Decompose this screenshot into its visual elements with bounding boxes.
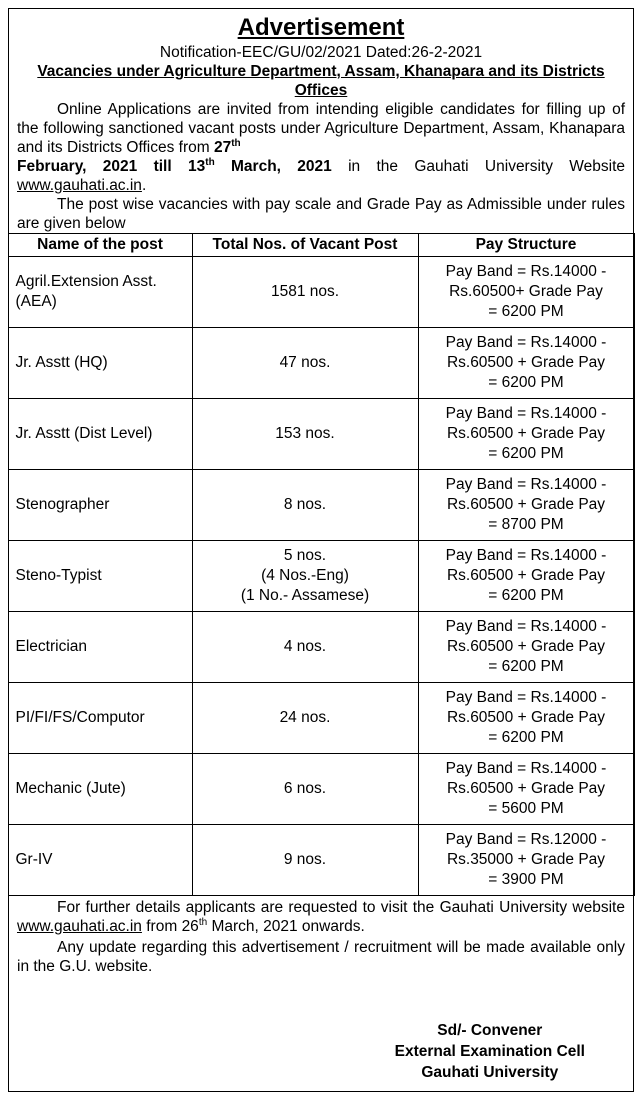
pay-line: Rs.60500+ Grade Pay (449, 283, 603, 300)
table-row (8, 825, 634, 896)
vacancy-line: 47 nos. (279, 354, 331, 371)
pay-line: Rs.60500 + Grade Pay (446, 567, 606, 584)
details-text: For further details applicants are requested to visit the Gauhati University website (57, 899, 625, 916)
subject-heading: Vacancies under Agriculture Department, Assam, Khanapara and its Districts Offices (37, 63, 605, 99)
details-paragraph (9, 896, 633, 936)
vacancy-cell (192, 825, 418, 896)
vacancy-cell (192, 470, 418, 541)
table-row (8, 541, 634, 612)
pay-line: Pay Band = Rs.14000 - (445, 689, 607, 706)
intro2-text: The post wise vacancies with pay scale and Grade Pay as Admissible under rules are given below (17, 196, 625, 232)
post-name-cell: Gr-IV (8, 825, 192, 896)
post-name-cell: Electrician (8, 612, 192, 683)
post-name-cell: PI/FI/FS/Computor (8, 683, 192, 754)
signature-block (395, 1020, 585, 1083)
pay-structure-cell (418, 541, 634, 612)
post-name-cell: Agril.Extension Asst. (AEA) (8, 257, 192, 328)
table-row (8, 328, 634, 399)
page-title: Advertisement (237, 14, 405, 41)
vacancy-cell (192, 541, 418, 612)
vacancy-line: 24 nos. (279, 709, 331, 726)
pay-structure-cell (418, 399, 634, 470)
vacancy-line: 9 nos. (283, 851, 327, 868)
end-date: 13th March, 2021 (188, 156, 332, 175)
details-sup: th (198, 916, 208, 928)
pay-structure-cell (418, 825, 634, 896)
pay-line: = 6200 PM (488, 729, 564, 746)
footer-website-link[interactable]: www.gauhati.ac.in (17, 918, 142, 935)
details-day: 26 (181, 918, 199, 935)
till-text: till (137, 158, 188, 175)
intro-text: Online Applications are invited from intending eligible candidates for filling up of the following sanctioned vacant posts under Agriculture Department, Assam, Khanapara and its Districts Offices from (17, 101, 625, 156)
table-row (8, 257, 634, 328)
vacancy-cell (192, 399, 418, 470)
signature-line1: Sd/- Convener (437, 1022, 543, 1039)
pay-line: Rs.35000 + Grade Pay (446, 851, 606, 868)
post-name-cell: Jr. Asstt (HQ) (8, 328, 192, 399)
start-date-rest: February, 2021 (17, 158, 138, 175)
vacancy-cell (192, 328, 418, 399)
table-row (8, 470, 634, 541)
intro-paragraph-2 (9, 195, 633, 233)
table-row (8, 754, 634, 825)
pay-line: = 3900 PM (488, 871, 564, 888)
post-name-cell: Steno-Typist (8, 541, 192, 612)
vacancy-cell (192, 754, 418, 825)
vacancy-line: 6 nos. (283, 780, 327, 797)
details-from: from (141, 918, 182, 935)
pay-line: = 6200 PM (488, 587, 564, 604)
vacancy-line: (1 No.- Assamese) (240, 587, 370, 604)
pay-structure-cell (418, 754, 634, 825)
vacancy-cell (192, 257, 418, 328)
pay-line: Pay Band = Rs.14000 - (445, 263, 607, 280)
pay-line: Pay Band = Rs.14000 - (445, 334, 607, 351)
header-post-name: Name of the post (8, 234, 192, 257)
details-rest: March, 2021 onwards. (207, 918, 365, 935)
vacancy-line: 153 nos. (275, 425, 335, 442)
header-pay-structure: Pay Structure (418, 234, 634, 257)
post-name-cell: Mechanic (Jute) (8, 754, 192, 825)
start-date: 27th (213, 137, 241, 156)
vacancy-line: 8 nos. (283, 496, 327, 513)
vacancy-line: 4 nos. (283, 638, 327, 655)
pay-line: = 6200 PM (488, 445, 564, 462)
table-row (8, 683, 634, 754)
pay-line: Pay Band = Rs.14000 - (445, 547, 607, 564)
pay-line: Rs.60500 + Grade Pay (446, 425, 606, 442)
post-name-cell: Stenographer (8, 470, 192, 541)
table-header-row (8, 234, 634, 257)
pay-structure-cell (418, 470, 634, 541)
pay-line: Pay Band = Rs.14000 - (445, 760, 607, 777)
pay-line: Pay Band = Rs.14000 - (445, 618, 607, 635)
vacancy-table (8, 233, 635, 896)
pay-line: Rs.60500 + Grade Pay (446, 638, 606, 655)
pay-structure-cell (418, 612, 634, 683)
signature-line3: Gauhati University (421, 1064, 559, 1081)
website-link[interactable]: www.gauhati.ac.in (17, 177, 142, 194)
vacancy-line: 1581 nos. (270, 283, 340, 300)
pay-line: Pay Band = Rs.14000 - (445, 476, 607, 493)
vacancy-line: 5 nos. (283, 547, 327, 564)
table-row (8, 399, 634, 470)
pay-structure-cell (418, 257, 634, 328)
signature-line2: External Examination Cell (394, 1043, 585, 1060)
update-paragraph (9, 936, 633, 976)
table-row (8, 612, 634, 683)
pay-line: = 6200 PM (488, 374, 564, 391)
vacancy-line: (4 Nos.-Eng) (261, 567, 349, 584)
intro-paragraph (9, 100, 633, 195)
pay-structure-cell (418, 683, 634, 754)
pay-line: Rs.60500 + Grade Pay (446, 354, 606, 371)
advertisement-frame (8, 8, 634, 1092)
pay-structure-cell (418, 328, 634, 399)
intro-text-2: in the Gauhati University Website (331, 158, 625, 175)
update-text: Any update regarding this advertisement / recruitment will be made available only in the G.U. website. (17, 939, 625, 975)
header-vacancies: Total Nos. of Vacant Post (192, 234, 418, 257)
notification-number: Notification-EEC/GU/02/2021 Dated:26-2-2021 (159, 44, 483, 61)
vacancy-cell (192, 612, 418, 683)
pay-line: = 5600 PM (488, 800, 564, 817)
pay-line: = 8700 PM (488, 516, 564, 533)
pay-line: = 6200 PM (488, 658, 564, 675)
pay-line: Rs.60500 + Grade Pay (446, 780, 606, 797)
pay-line: Pay Band = Rs.14000 - (445, 405, 607, 422)
post-name-cell: Jr. Asstt (Dist Level) (8, 399, 192, 470)
pay-line: Pay Band = Rs.12000 - (445, 831, 607, 848)
vacancy-cell (192, 683, 418, 754)
pay-line: Rs.60500 + Grade Pay (446, 709, 606, 726)
period: . (141, 177, 147, 194)
pay-line: = 6200 PM (488, 303, 564, 320)
pay-line: Rs.60500 + Grade Pay (446, 496, 606, 513)
